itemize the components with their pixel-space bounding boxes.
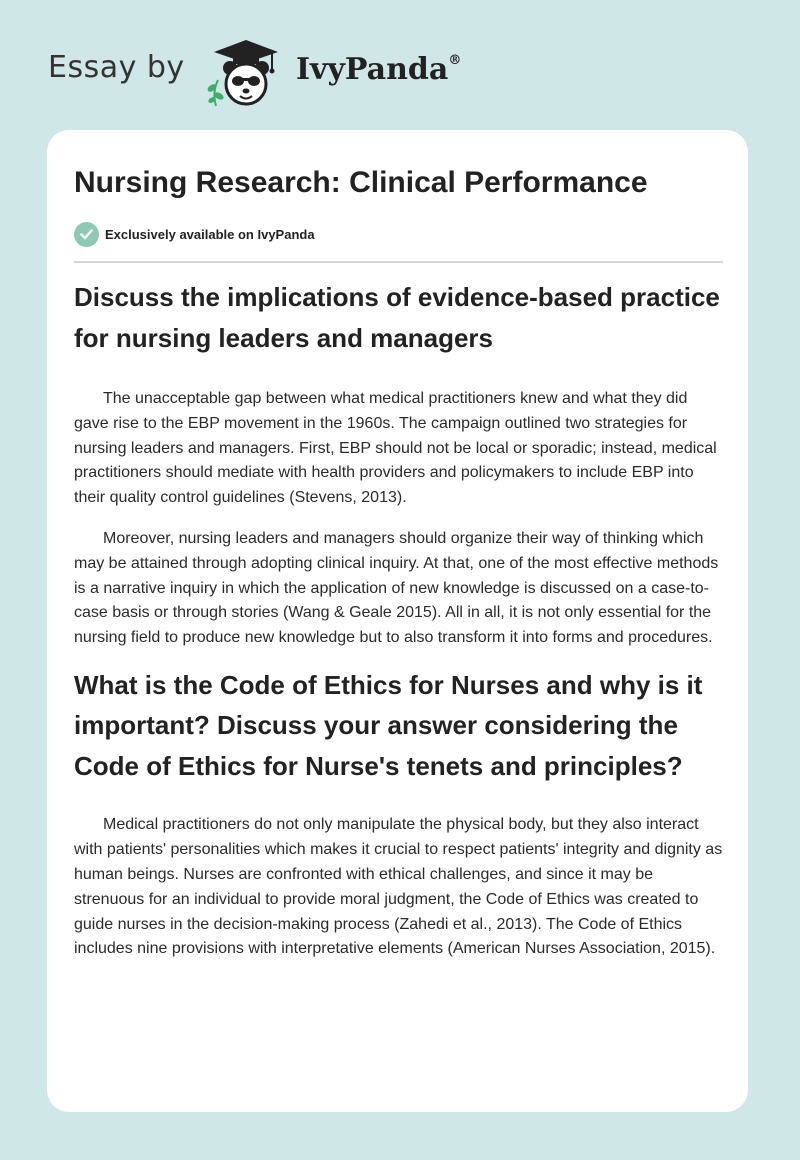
article-card	[47, 130, 748, 1112]
exclusive-badge-label: Exclusively available on IvyPanda	[105, 226, 315, 242]
page-title: Nursing Research: Clinical Performance	[74, 166, 648, 199]
paragraph: Moreover, nursing leaders and managers should organize their way of thinking which may be attained through adopting clinical inquiry. At that, one of the most effective methods is a narrative inquiry in which the application of new knowledge is discussed on a case-to-case basis or through stories (Wang & Geale 2015). All in all, it is not only essential for the nursing field to produce new knowledge but to also transform it into forms and procedures.	[74, 529, 719, 647]
divider	[74, 261, 723, 263]
exclusive-badge	[74, 221, 315, 247]
check-icon	[74, 222, 99, 247]
section-heading: What is the Code of Ethics for Nurses and why is it important? Discuss your answer considering the Code of Ethics for Nurse's tenets and principles?	[74, 669, 703, 781]
site-header	[0, 0, 800, 130]
panda-logo-icon[interactable]	[200, 36, 292, 108]
article-body	[74, 277, 724, 962]
brand-name[interactable]	[296, 52, 461, 87]
leaf-icon	[206, 80, 225, 106]
brand-text: IvyPanda	[296, 52, 449, 87]
registered-mark: ®	[448, 53, 462, 68]
paragraph: The unacceptable gap between what medical practitioners knew and what they did gave rise to the EBP movement in the 1960s. The campaign outlined two strategies for nursing leaders and managers. First, EBP should not be local or sporadic; instead, medical practitioners should mediate with health providers and policymakers to include EBP into their quality control guidelines (Stevens, 2013).	[74, 390, 717, 507]
section-heading: Discuss the implications of evidence-based practice for nursing leaders and managers	[74, 282, 720, 353]
essay-by-label: Essay by	[48, 50, 185, 85]
paragraph: Medical practitioners do not only manipulate the physical body, but they also interact with patients' personalities which makes it crucial to respect patients' integrity and dignity as human beings. Nurses are confronted with ethical challenges, and since it may be strenuous for an individual to provide moral judgment, the Code of Ethics was created to guide nurses in the decision-making process (Zahedi et al., 2013). The Code of Ethics includes nine provisions with interpretative elements (American Nurses Association, 2015).	[74, 816, 723, 958]
